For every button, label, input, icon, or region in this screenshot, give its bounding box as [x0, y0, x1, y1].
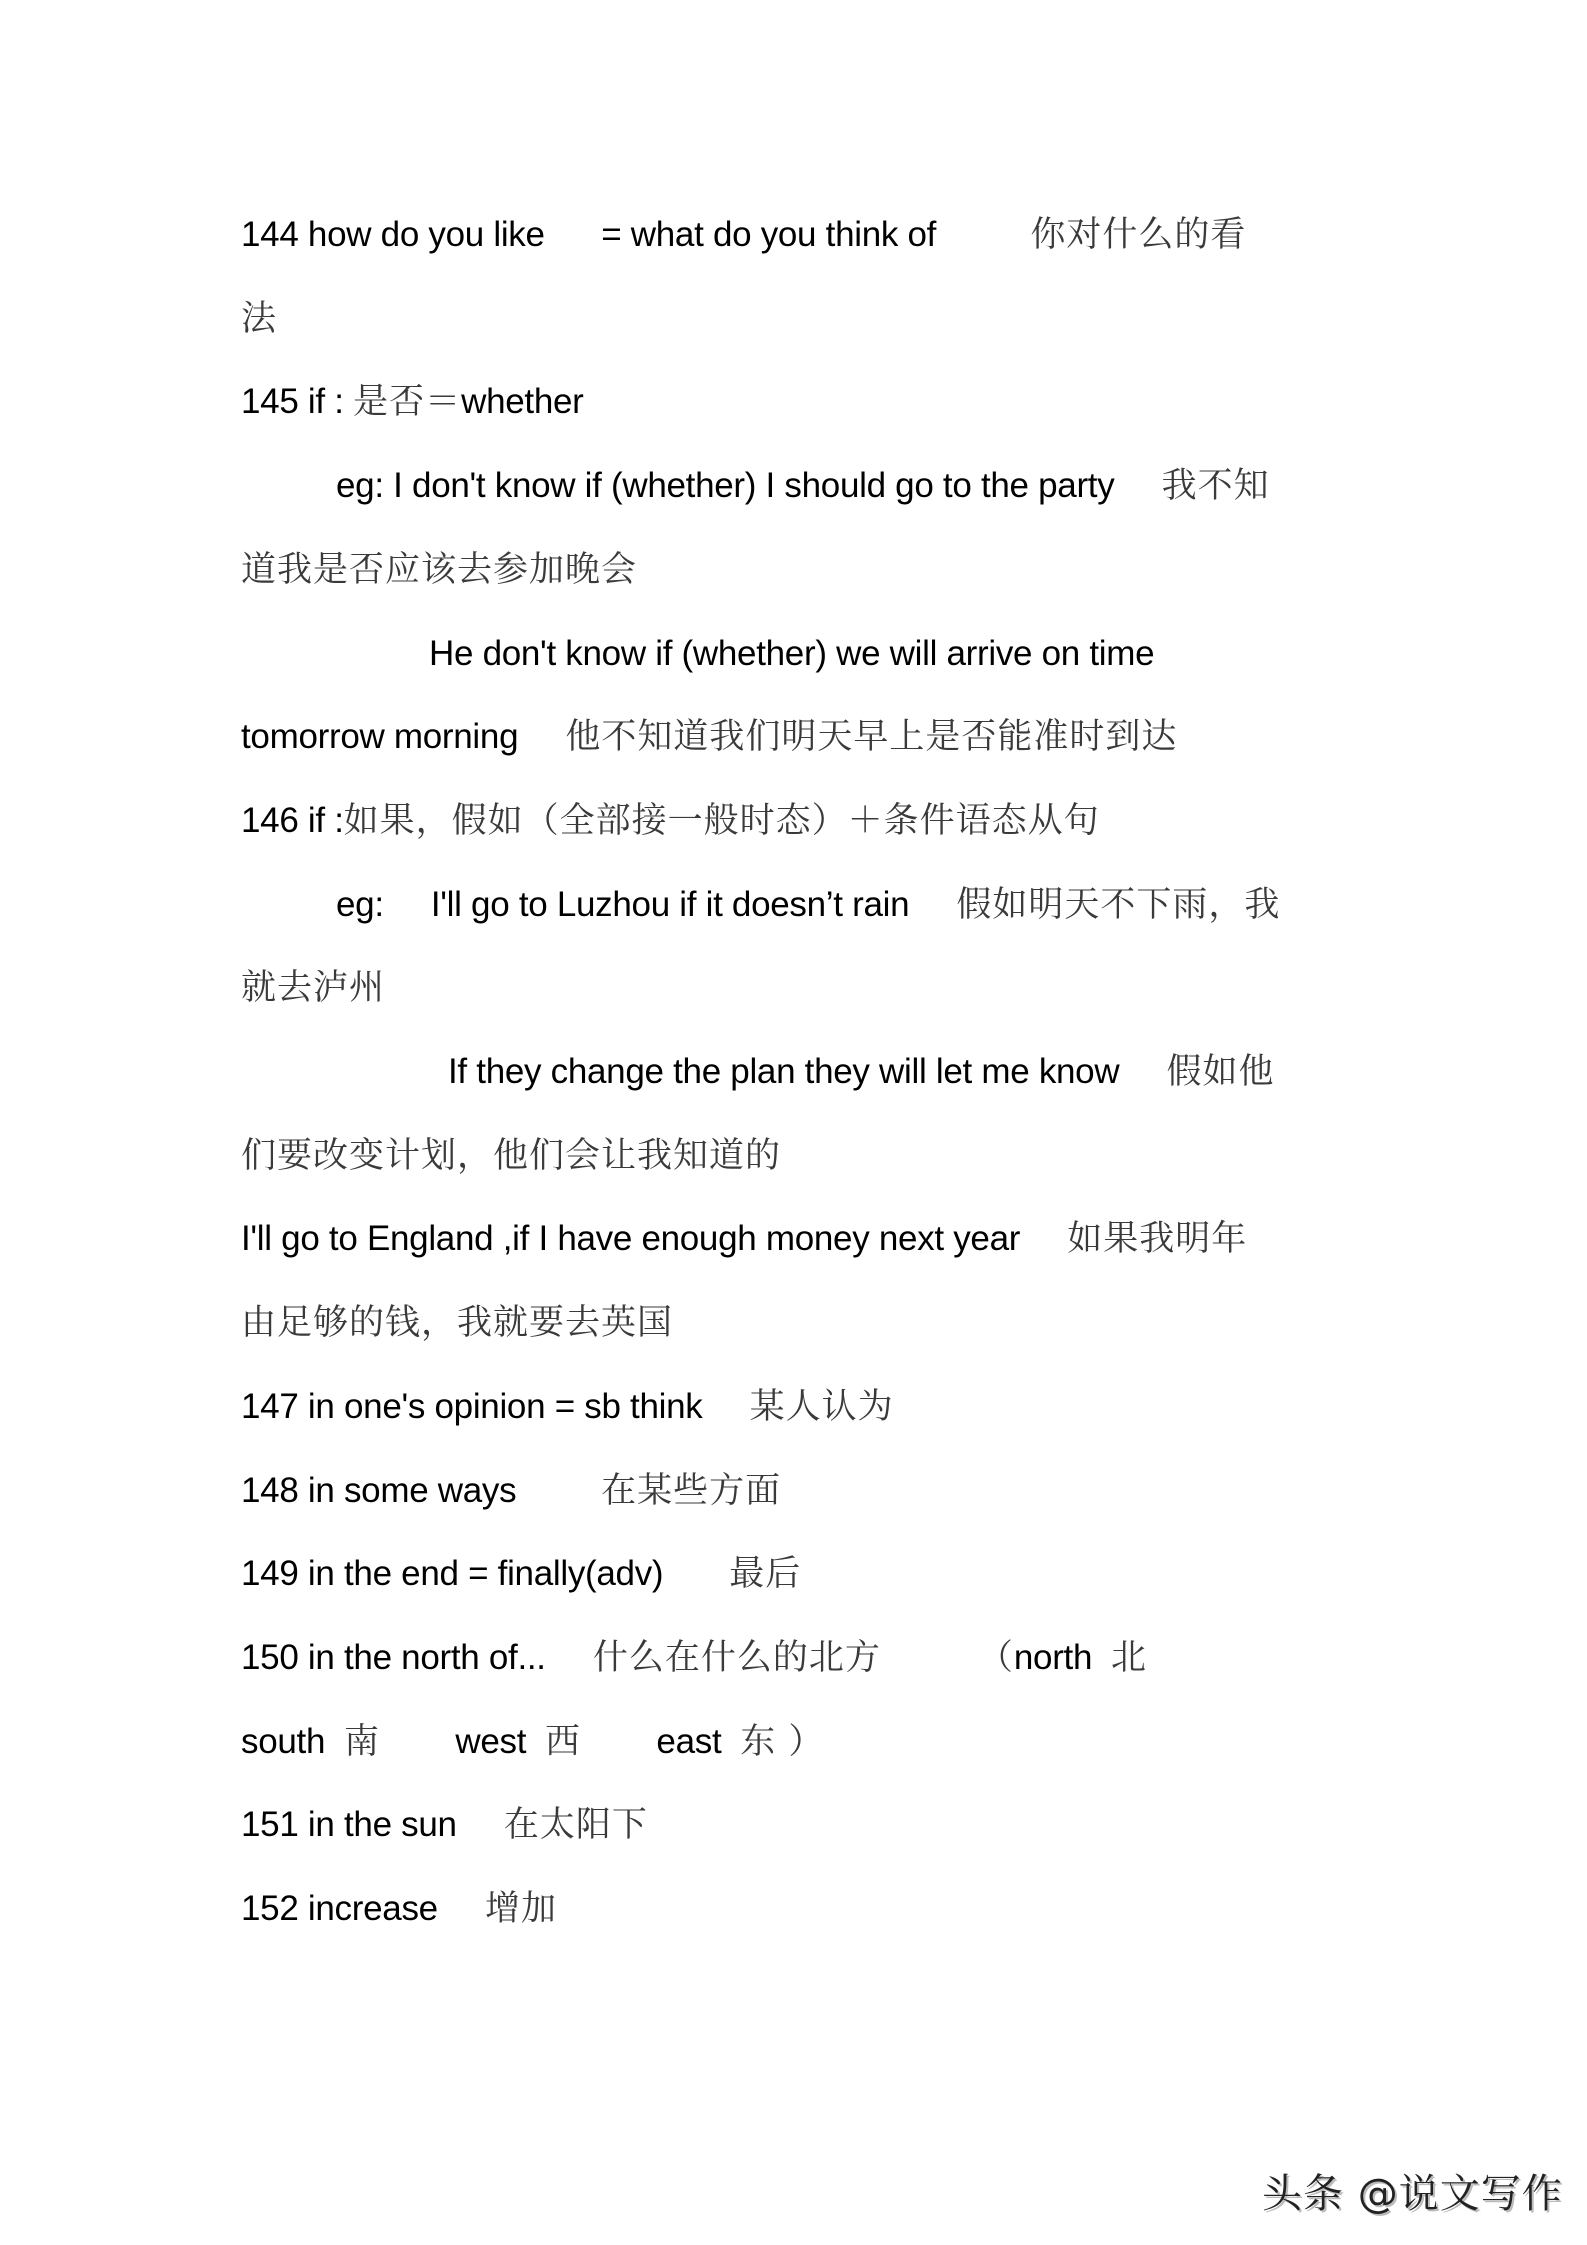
text-line [241, 1628, 1147, 1688]
text-line [241, 1795, 648, 1855]
chinese-text: 某人认为 [749, 1387, 894, 1427]
text-line [241, 707, 1177, 767]
text-line [241, 1377, 894, 1437]
english-text: 150 in the north of... [241, 1638, 593, 1677]
text-line [241, 1461, 781, 1521]
text-line [241, 1879, 557, 1939]
english-text: 149 in the end = finally(adv) [241, 1554, 730, 1593]
text-line [448, 1042, 1274, 1102]
text-line [241, 1126, 781, 1186]
english-text: 151 in the sun [241, 1805, 504, 1844]
chinese-text: 如果，假如（全部接一般时态）＋条件语态从句 [343, 801, 1100, 841]
english-text: tomorrow morning [241, 717, 566, 756]
chinese-text: 最后 [729, 1554, 802, 1594]
english-text: I'll go to England ,if I have enough money next year [241, 1219, 1068, 1258]
english-text: He don't know if (whether) we will arrive on time [429, 634, 1155, 673]
chinese-text: 如果我明年 [1067, 1219, 1248, 1259]
chinese-text: 北 [1111, 1638, 1148, 1678]
chinese-text: 东 ） [740, 1722, 825, 1762]
chinese-text: 南 [343, 1722, 380, 1762]
english-text: eg: I don't know if (whether) I should go to the party [336, 466, 1162, 505]
text-line [429, 624, 1154, 684]
english-text: 146 if : [241, 801, 344, 840]
english-text: 145 if : [241, 382, 354, 421]
text-line [241, 1209, 1247, 1269]
english-text: north [1013, 1638, 1111, 1677]
text-line [241, 372, 584, 432]
chinese-text: 就去泸州 [241, 968, 386, 1008]
chinese-text: 在太阳下 [503, 1805, 648, 1845]
text-line [241, 289, 277, 349]
chinese-text: 是否＝ [353, 382, 462, 422]
english-text: 152 increase [241, 1889, 485, 1928]
chinese-text: 他不知道我们明天早上是否能准时到达 [565, 717, 1178, 757]
chinese-text: 你对什么的看 [1030, 215, 1247, 255]
english-text: south [241, 1722, 344, 1761]
english-text: east [581, 1722, 741, 1761]
chinese-text: 假如明天不下雨，我 [956, 885, 1281, 925]
english-text: eg: I'll go to Luzhou if it doesn’t rain [336, 885, 957, 924]
text-line [336, 456, 1270, 516]
text-line [241, 1712, 824, 1772]
text-line [241, 791, 1100, 851]
chinese-text: 我不知 [1161, 466, 1270, 506]
chinese-text: 什么在什么的北方 （ [592, 1638, 1014, 1678]
chinese-text: 在某些方面 [601, 1471, 782, 1511]
chinese-text: 由足够的钱，我就要去英国 [241, 1303, 674, 1343]
english-text: 147 in one's opinion = sb think [241, 1387, 750, 1426]
chinese-text: 道我是否应该去参加晚会 [241, 550, 638, 590]
chinese-text: 假如他 [1166, 1052, 1275, 1092]
text-line [241, 205, 1246, 265]
text-line [241, 1293, 673, 1353]
english-text: whether [461, 382, 584, 421]
text-line [241, 1544, 801, 1604]
text-line [241, 540, 637, 600]
watermark: 头条 @说文写作 [1262, 2171, 1563, 2217]
chinese-text: 增加 [484, 1889, 557, 1929]
chinese-text: 法 [241, 299, 278, 339]
chinese-text: 西 [545, 1722, 582, 1762]
chinese-text: 们要改变计划，他们会让我知道的 [241, 1136, 782, 1176]
english-text: 148 in some ways [241, 1471, 602, 1510]
english-text: If they change the plan they will let me know [448, 1052, 1167, 1091]
english-text: west [379, 1722, 545, 1761]
english-text: 144 how do you like = what do you think of [241, 215, 1031, 254]
text-line [336, 875, 1280, 935]
text-line [241, 958, 385, 1018]
